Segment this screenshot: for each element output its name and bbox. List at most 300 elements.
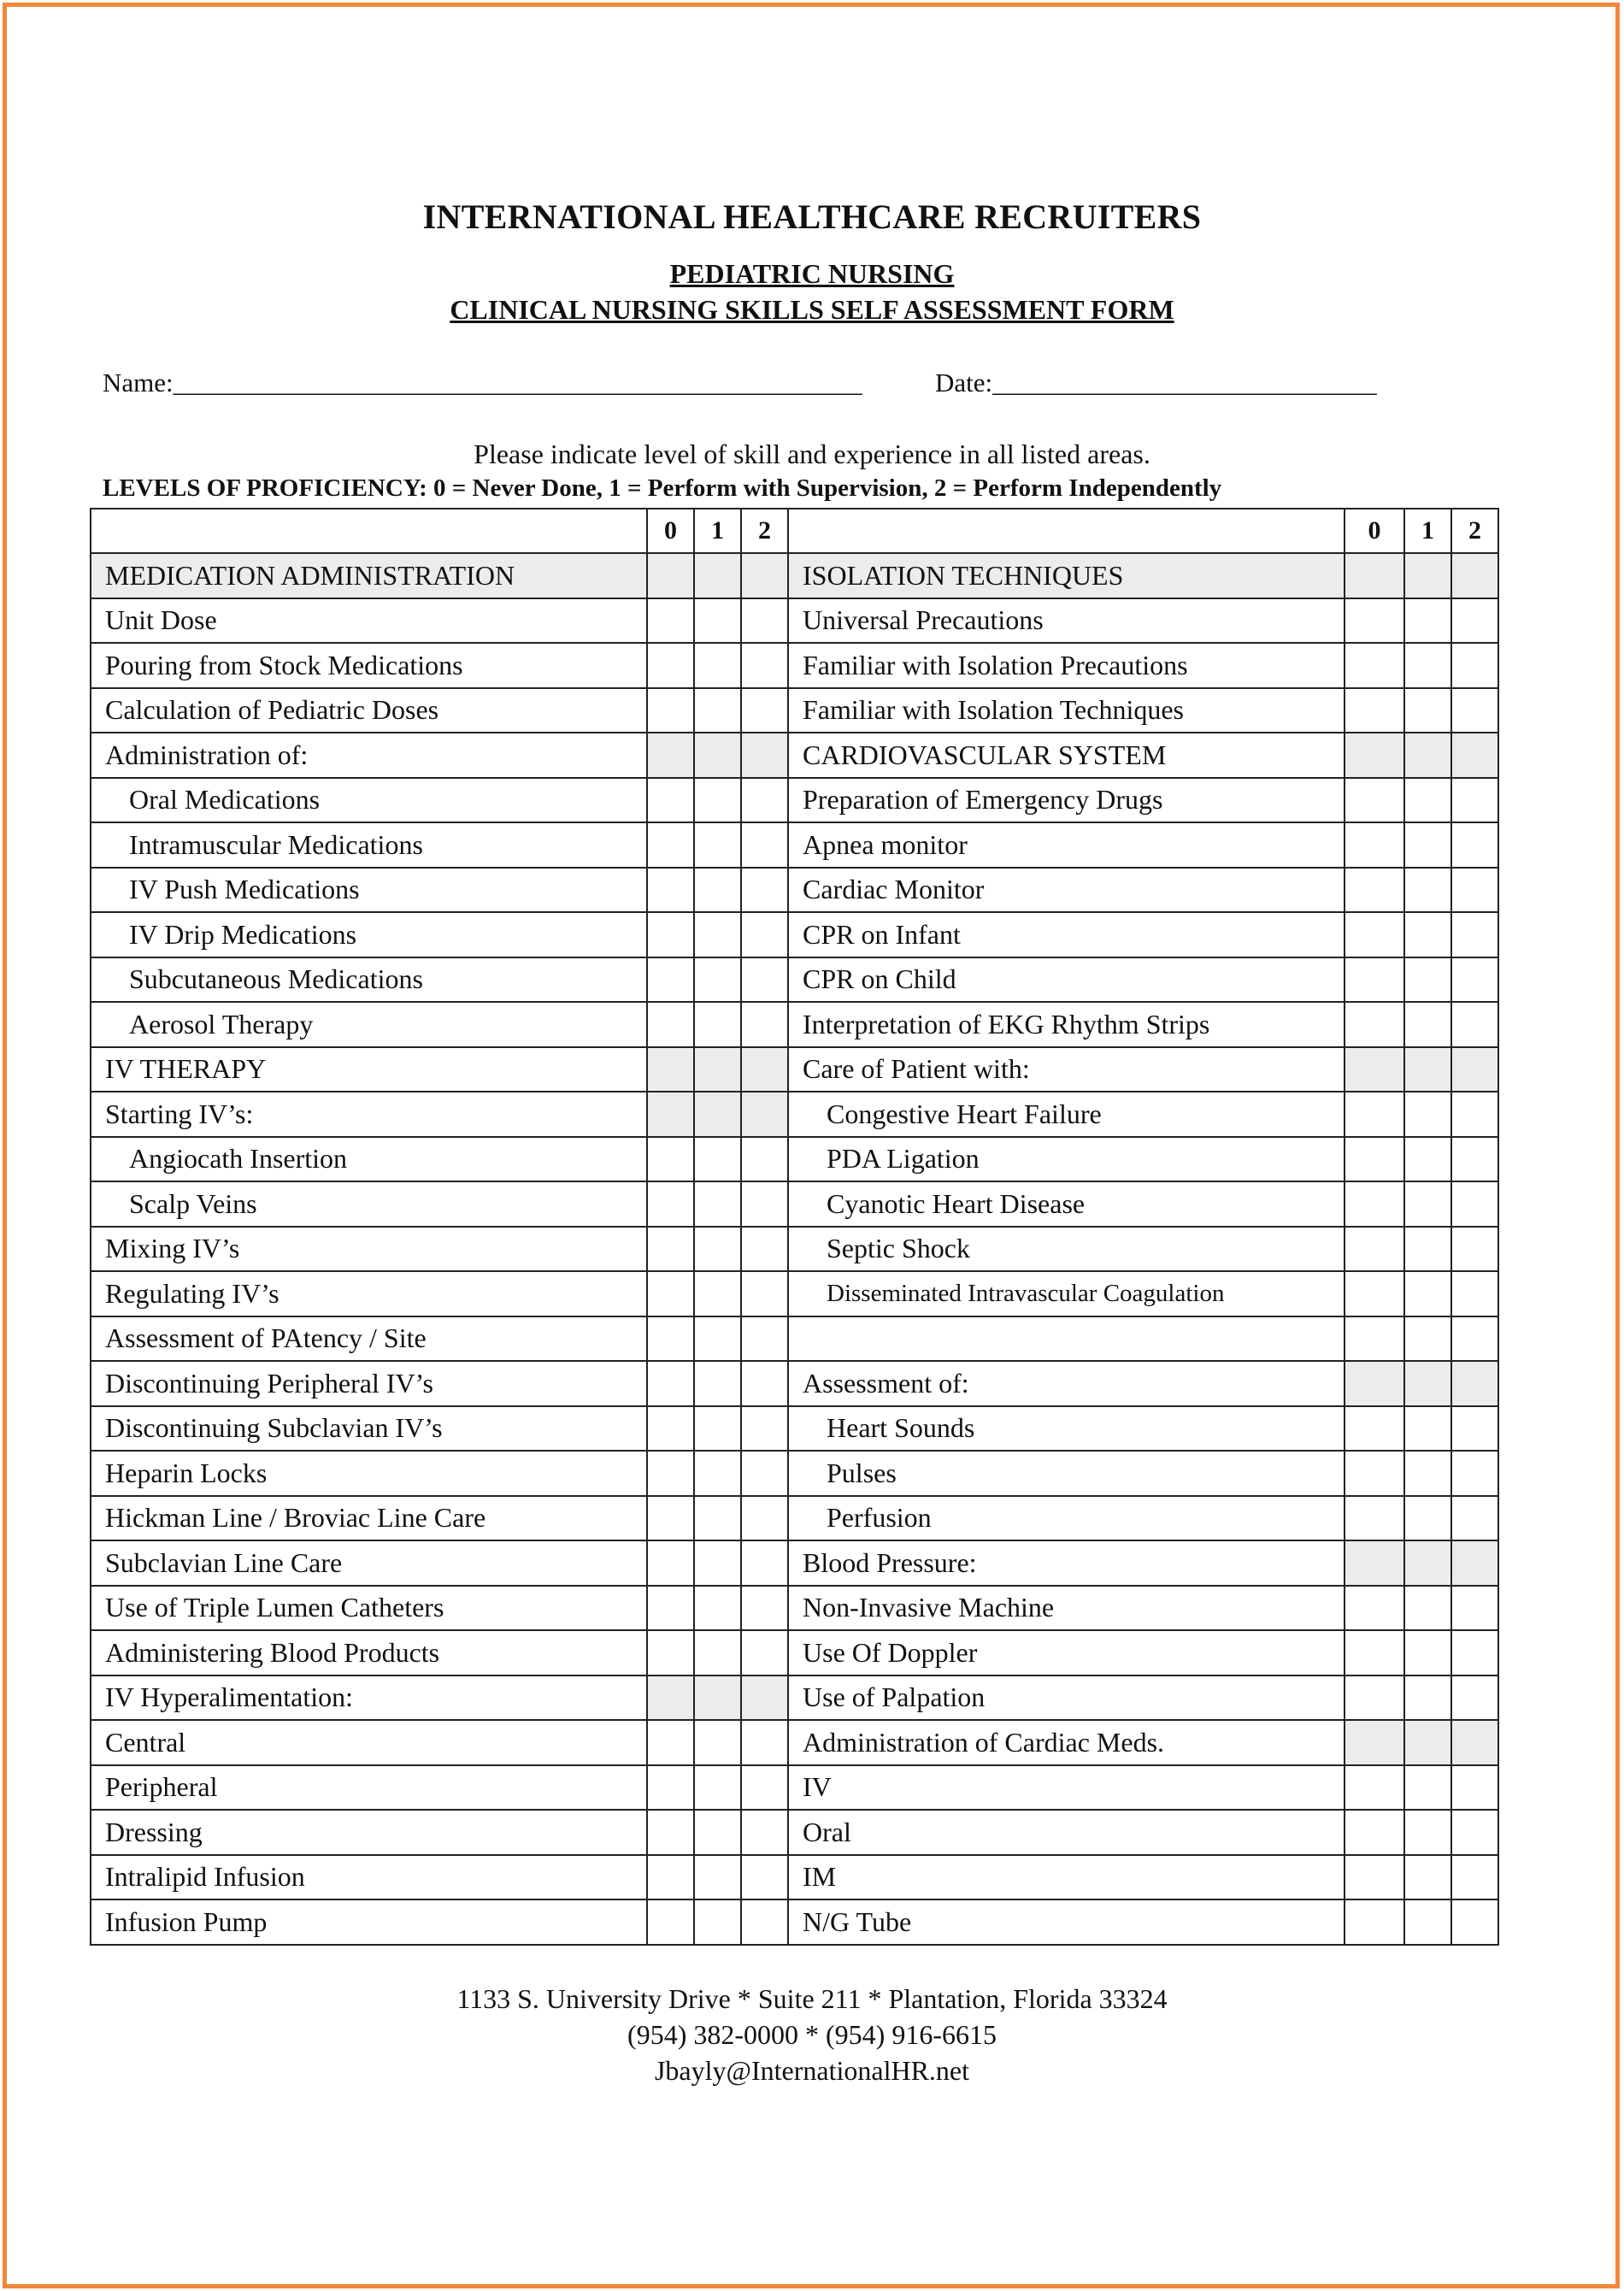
right-skill-label: Cyanotic Heart Disease (788, 1181, 1345, 1227)
right-level-1-checkbox (1404, 1047, 1451, 1092)
name-field[interactable]: Name:____________________________________________________ (103, 368, 862, 398)
right-level-1-checkbox[interactable] (1404, 1810, 1451, 1855)
right-skill-label: Cardiac Monitor (788, 868, 1345, 913)
table-row (91, 1271, 1498, 1316)
right-level-1-checkbox[interactable] (1404, 822, 1451, 868)
right-skill-label: CPR on Child (788, 957, 1345, 1003)
table-row (91, 912, 1498, 957)
table-row (91, 1765, 1498, 1811)
table-row (91, 1092, 1498, 1137)
right-skill-label: CARDIOVASCULAR SYSTEM (788, 733, 1345, 778)
left-level-0-checkbox[interactable] (647, 1137, 694, 1182)
right-level-1-checkbox[interactable] (1404, 1676, 1451, 1721)
right-skill-label: Preparation of Emergency Drugs (788, 778, 1345, 823)
table-row (91, 643, 1498, 688)
right-level-2-checkbox (1451, 553, 1498, 598)
table-row (91, 1361, 1498, 1406)
left-level-1-checkbox[interactable] (694, 1720, 741, 1765)
right-skill-label: Care of Patient with: (788, 1047, 1345, 1092)
left-skill-label: Use of Triple Lumen Catheters (91, 1586, 647, 1631)
left-level-1-checkbox (694, 733, 741, 778)
left-level-0-checkbox[interactable] (647, 1227, 694, 1272)
left-level-1-checkbox[interactable] (694, 1540, 741, 1586)
left-level-0-checkbox[interactable] (647, 1316, 694, 1362)
left-level-1-checkbox[interactable] (694, 1137, 741, 1182)
right-level-0-checkbox[interactable] (1345, 822, 1404, 868)
date-field[interactable]: Date:_____________________________ (935, 368, 1377, 398)
left-level-2-checkbox[interactable] (741, 1137, 788, 1182)
left-level-2-checkbox[interactable] (741, 1271, 788, 1316)
right-level-0-checkbox[interactable] (1345, 1002, 1404, 1047)
right-skill-label: Assessment of: (788, 1361, 1345, 1406)
table-row (91, 1899, 1498, 1945)
right-skill-label: Oral (788, 1810, 1345, 1855)
right-level-0-checkbox[interactable] (1345, 1630, 1404, 1676)
left-level-2-checkbox[interactable] (741, 1586, 788, 1631)
footer-phone: (954) 382-0000 * (954) 916-6615 (627, 2019, 997, 2050)
right-level-2-checkbox[interactable] (1451, 1451, 1498, 1496)
right-level-0-checkbox[interactable] (1345, 912, 1404, 957)
left-level-2-checkbox[interactable] (741, 1855, 788, 1900)
table-row (91, 1406, 1498, 1452)
right-level-1-checkbox[interactable] (1404, 1271, 1451, 1316)
right-skill-label: N/G Tube (788, 1899, 1345, 1945)
left-level-1-checkbox[interactable] (694, 643, 741, 688)
left-level-2-checkbox[interactable] (741, 1181, 788, 1227)
left-level-1-checkbox[interactable] (694, 1406, 741, 1452)
left-skill-label: IV Drip Medications (91, 912, 647, 957)
right-skill-label: Septic Shock (788, 1227, 1345, 1272)
left-level-2-checkbox[interactable] (741, 1496, 788, 1541)
left-level-1-checkbox (694, 1676, 741, 1721)
left-level-1-checkbox[interactable] (694, 957, 741, 1003)
left-skill-label: Heparin Locks (91, 1451, 647, 1496)
left-level-2-checkbox[interactable] (741, 688, 788, 733)
right-level-0-checkbox[interactable] (1345, 1899, 1404, 1945)
right-level-2-checkbox[interactable] (1451, 1765, 1498, 1811)
left-level-1-checkbox[interactable] (694, 822, 741, 868)
right-level-2-checkbox[interactable] (1451, 1181, 1498, 1227)
left-level-0-checkbox[interactable] (647, 868, 694, 913)
table-row (91, 1451, 1498, 1496)
right-level-1-checkbox (1404, 1540, 1451, 1586)
table-row (91, 1676, 1498, 1721)
right-level-1-checkbox (1404, 1361, 1451, 1406)
left-skill-label: Pouring from Stock Medications (91, 643, 647, 688)
right-level-1-checkbox (1404, 1720, 1451, 1765)
right-skill-label: Familiar with Isolation Techniques (788, 688, 1345, 733)
left-level-1-checkbox[interactable] (694, 1630, 741, 1676)
right-level-2-checkbox[interactable] (1451, 778, 1498, 823)
left-level-2-checkbox[interactable] (741, 912, 788, 957)
right-level-0-checkbox[interactable] (1345, 1181, 1404, 1227)
left-level-0-checkbox[interactable] (647, 912, 694, 957)
right-level-1-checkbox[interactable] (1404, 912, 1451, 957)
right-level-0-checkbox (1345, 1720, 1404, 1765)
left-level-1-checkbox[interactable] (694, 1586, 741, 1631)
right-level-0-checkbox[interactable] (1345, 1855, 1404, 1900)
left-skill-label: Intramuscular Medications (91, 822, 647, 868)
header-right-blank (788, 509, 1345, 553)
header-level-2-right: 2 (1451, 509, 1498, 553)
left-level-2-checkbox[interactable] (741, 643, 788, 688)
right-level-0-checkbox[interactable] (1345, 778, 1404, 823)
right-level-2-checkbox[interactable] (1451, 1137, 1498, 1182)
left-level-0-checkbox[interactable] (647, 598, 694, 644)
right-level-2-checkbox[interactable] (1451, 1810, 1498, 1855)
left-skill-label: Calculation of Pediatric Doses (91, 688, 647, 733)
right-level-1-checkbox[interactable] (1404, 1586, 1451, 1631)
table-row (91, 1720, 1498, 1765)
right-skill-label: IM (788, 1855, 1345, 1900)
header-level-1-right: 1 (1404, 509, 1451, 553)
right-level-0-checkbox[interactable] (1345, 1406, 1404, 1452)
right-level-0-checkbox (1345, 1540, 1404, 1586)
left-level-0-checkbox[interactable] (647, 1181, 694, 1227)
left-level-0-checkbox[interactable] (647, 1586, 694, 1631)
right-level-2-checkbox[interactable] (1451, 643, 1498, 688)
table-header-row (91, 509, 1498, 553)
left-level-2-checkbox (741, 1676, 788, 1721)
right-level-1-checkbox (1404, 733, 1451, 778)
right-level-0-checkbox[interactable] (1345, 1676, 1404, 1721)
right-level-2-checkbox (1451, 1720, 1498, 1765)
right-skill-label: PDA Ligation (788, 1137, 1345, 1182)
right-level-1-checkbox[interactable] (1404, 1765, 1451, 1811)
right-level-1-checkbox[interactable] (1404, 1451, 1451, 1496)
left-level-2-checkbox[interactable] (741, 1227, 788, 1272)
left-level-0-checkbox[interactable] (647, 957, 694, 1003)
left-level-2-checkbox[interactable] (741, 1899, 788, 1945)
right-level-2-checkbox[interactable] (1451, 688, 1498, 733)
skills-table (90, 508, 1499, 1946)
right-level-1-checkbox (1404, 553, 1451, 598)
left-level-0-checkbox[interactable] (647, 778, 694, 823)
right-level-0-checkbox[interactable] (1345, 1316, 1404, 1362)
left-level-0-checkbox[interactable] (647, 1361, 694, 1406)
header-level-2-left: 2 (741, 509, 788, 553)
right-level-2-checkbox[interactable] (1451, 1316, 1498, 1362)
left-level-2-checkbox (741, 1047, 788, 1092)
right-level-2-checkbox[interactable] (1451, 822, 1498, 868)
left-level-1-checkbox (694, 1092, 741, 1137)
table-row (91, 1496, 1498, 1541)
right-level-1-checkbox[interactable] (1404, 1002, 1451, 1047)
right-level-0-checkbox (1345, 553, 1404, 598)
right-level-2-checkbox[interactable] (1451, 1227, 1498, 1272)
left-skill-label: Regulating IV’s (91, 1271, 647, 1316)
left-level-0-checkbox (647, 1047, 694, 1092)
left-skill-label: Starting IV’s: (91, 1092, 647, 1137)
right-skill-label: IV (788, 1765, 1345, 1811)
right-skill-label: Universal Precautions (788, 598, 1345, 644)
right-level-1-checkbox[interactable] (1404, 1092, 1451, 1137)
left-skill-label: Scalp Veins (91, 1181, 647, 1227)
right-level-0-checkbox[interactable] (1345, 688, 1404, 733)
table-row (91, 1002, 1498, 1047)
table-row (91, 1137, 1498, 1182)
left-level-1-checkbox (694, 553, 741, 598)
left-level-2-checkbox[interactable] (741, 868, 788, 913)
right-level-2-checkbox[interactable] (1451, 1630, 1498, 1676)
right-level-2-checkbox[interactable] (1451, 1496, 1498, 1541)
left-skill-label: Dressing (91, 1810, 647, 1855)
left-level-2-checkbox[interactable] (741, 598, 788, 644)
right-level-2-checkbox (1451, 1047, 1498, 1092)
table-row (91, 1227, 1498, 1272)
left-level-0-checkbox (647, 1676, 694, 1721)
right-level-1-checkbox[interactable] (1404, 1855, 1451, 1900)
left-level-1-checkbox[interactable] (694, 598, 741, 644)
right-level-0-checkbox[interactable] (1345, 957, 1404, 1003)
left-level-1-checkbox[interactable] (694, 1227, 741, 1272)
left-level-2-checkbox (741, 733, 788, 778)
table-row (91, 553, 1498, 598)
table-row (91, 1316, 1498, 1362)
left-level-2-checkbox[interactable] (741, 1720, 788, 1765)
right-level-1-checkbox[interactable] (1404, 1227, 1451, 1272)
table-row (91, 733, 1498, 778)
right-level-1-checkbox[interactable] (1404, 1496, 1451, 1541)
instruction-text: Please indicate level of skill and experience in all listed areas. (474, 439, 1150, 469)
left-level-0-checkbox[interactable] (647, 1810, 694, 1855)
right-skill-label: Pulses (788, 1451, 1345, 1496)
right-level-1-checkbox[interactable] (1404, 778, 1451, 823)
left-level-2-checkbox[interactable] (741, 778, 788, 823)
right-level-0-checkbox[interactable] (1345, 598, 1404, 644)
left-level-0-checkbox[interactable] (647, 643, 694, 688)
right-level-2-checkbox (1451, 733, 1498, 778)
left-level-1-checkbox[interactable] (694, 912, 741, 957)
right-level-2-checkbox[interactable] (1451, 1271, 1498, 1316)
left-skill-label: Angiocath Insertion (91, 1137, 647, 1182)
left-level-1-checkbox (694, 1047, 741, 1092)
left-level-0-checkbox (647, 1092, 694, 1137)
organization-title: INTERNATIONAL HEALTHCARE RECRUITERS (422, 197, 1202, 236)
left-level-0-checkbox[interactable] (647, 1630, 694, 1676)
left-skill-label: Assessment of PAtency / Site (91, 1316, 647, 1362)
skills-table-body (91, 553, 1498, 1945)
left-skill-label: Central (91, 1720, 647, 1765)
right-skill-label: Interpretation of EKG Rhythm Strips (788, 1002, 1345, 1047)
table-row (91, 1810, 1498, 1855)
left-level-0-checkbox[interactable] (647, 1765, 694, 1811)
left-level-1-checkbox[interactable] (694, 1316, 741, 1362)
left-level-1-checkbox[interactable] (694, 688, 741, 733)
right-level-2-checkbox[interactable] (1451, 957, 1498, 1003)
table-row (91, 1047, 1498, 1092)
right-skill-label: Disseminated Intravascular Coagulation (788, 1271, 1345, 1316)
header-left-blank (91, 509, 647, 553)
left-skill-label: Administering Blood Products (91, 1630, 647, 1676)
table-row (91, 822, 1498, 868)
right-level-0-checkbox[interactable] (1345, 1451, 1404, 1496)
left-level-1-checkbox[interactable] (694, 1496, 741, 1541)
left-skill-label: Infusion Pump (91, 1899, 647, 1945)
left-skill-label: Subcutaneous Medications (91, 957, 647, 1003)
left-skill-label: Discontinuing Peripheral IV’s (91, 1361, 647, 1406)
left-level-0-checkbox[interactable] (647, 1496, 694, 1541)
left-skill-label: Subclavian Line Care (91, 1540, 647, 1586)
left-skill-label: IV Hyperalimentation: (91, 1676, 647, 1721)
table-row (91, 868, 1498, 913)
left-skill-label: MEDICATION ADMINISTRATION (91, 553, 647, 598)
right-level-0-checkbox (1345, 1361, 1404, 1406)
right-skill-label (788, 1316, 1345, 1362)
left-level-2-checkbox (741, 553, 788, 598)
right-level-0-checkbox[interactable] (1345, 1586, 1404, 1631)
left-level-1-checkbox[interactable] (694, 868, 741, 913)
left-level-1-checkbox[interactable] (694, 1810, 741, 1855)
table-row (91, 1855, 1498, 1900)
right-level-2-checkbox[interactable] (1451, 598, 1498, 644)
left-level-1-checkbox[interactable] (694, 1855, 741, 1900)
left-skill-label: Peripheral (91, 1765, 647, 1811)
left-level-1-checkbox[interactable] (694, 1451, 741, 1496)
right-level-1-checkbox[interactable] (1404, 598, 1451, 644)
left-level-0-checkbox[interactable] (647, 1720, 694, 1765)
right-level-0-checkbox[interactable] (1345, 1092, 1404, 1137)
right-level-1-checkbox[interactable] (1404, 1137, 1451, 1182)
left-level-0-checkbox[interactable] (647, 822, 694, 868)
table-row (91, 1630, 1498, 1676)
right-level-0-checkbox[interactable] (1345, 1765, 1404, 1811)
left-level-0-checkbox[interactable] (647, 1451, 694, 1496)
right-skill-label: Congestive Heart Failure (788, 1092, 1345, 1137)
left-level-1-checkbox[interactable] (694, 1002, 741, 1047)
left-level-2-checkbox (741, 1092, 788, 1137)
right-level-2-checkbox[interactable] (1451, 912, 1498, 957)
right-level-2-checkbox[interactable] (1451, 1586, 1498, 1631)
table-row (91, 688, 1498, 733)
right-level-0-checkbox[interactable] (1345, 1496, 1404, 1541)
right-level-2-checkbox[interactable] (1451, 1406, 1498, 1452)
right-level-0-checkbox (1345, 1047, 1404, 1092)
left-level-0-checkbox (647, 733, 694, 778)
footer-email: Jbayly@InternationalHR.net (654, 2055, 970, 2086)
right-skill-label: Use Of Doppler (788, 1630, 1345, 1676)
left-level-1-checkbox[interactable] (694, 1181, 741, 1227)
left-level-1-checkbox[interactable] (694, 1361, 741, 1406)
right-skill-label: Perfusion (788, 1496, 1345, 1541)
left-skill-label: Intralipid Infusion (91, 1855, 647, 1900)
left-level-2-checkbox[interactable] (741, 1406, 788, 1452)
left-level-2-checkbox[interactable] (741, 1361, 788, 1406)
table-row (91, 598, 1498, 644)
right-level-0-checkbox[interactable] (1345, 643, 1404, 688)
right-level-1-checkbox[interactable] (1404, 1406, 1451, 1452)
left-level-1-checkbox[interactable] (694, 1765, 741, 1811)
right-skill-label: Familiar with Isolation Precautions (788, 643, 1345, 688)
table-row (91, 778, 1498, 823)
table-row (91, 957, 1498, 1003)
left-skill-label: IV THERAPY (91, 1047, 647, 1092)
left-skill-label: Administration of: (91, 733, 647, 778)
right-skill-label: Use of Palpation (788, 1676, 1345, 1721)
left-level-0-checkbox (647, 553, 694, 598)
right-level-2-checkbox[interactable] (1451, 1002, 1498, 1047)
left-level-2-checkbox[interactable] (741, 1765, 788, 1811)
left-level-0-checkbox[interactable] (647, 1271, 694, 1316)
right-level-0-checkbox[interactable] (1345, 868, 1404, 913)
footer-address: 1133 S. University Drive * Suite 211 * Plantation, Florida 33324 (456, 1983, 1168, 2014)
right-level-1-checkbox[interactable] (1404, 1181, 1451, 1227)
table-row (91, 1586, 1498, 1631)
left-level-1-checkbox[interactable] (694, 778, 741, 823)
right-skill-label: ISOLATION TECHNIQUES (788, 553, 1345, 598)
table-row (91, 1540, 1498, 1586)
left-level-1-checkbox[interactable] (694, 1271, 741, 1316)
left-level-2-checkbox[interactable] (741, 1002, 788, 1047)
form-subtitle-assessment: CLINICAL NURSING SKILLS SELF ASSESSMENT FORM (450, 294, 1174, 325)
left-level-2-checkbox[interactable] (741, 1316, 788, 1362)
left-level-0-checkbox[interactable] (647, 688, 694, 733)
right-skill-label: Apnea monitor (788, 822, 1345, 868)
left-skill-label: Discontinuing Subclavian IV’s (91, 1406, 647, 1452)
left-level-0-checkbox[interactable] (647, 1540, 694, 1586)
left-level-2-checkbox[interactable] (741, 1540, 788, 1586)
right-skill-label: Blood Pressure: (788, 1540, 1345, 1586)
right-level-1-checkbox[interactable] (1404, 643, 1451, 688)
left-level-0-checkbox[interactable] (647, 1855, 694, 1900)
right-level-0-checkbox[interactable] (1345, 1227, 1404, 1272)
right-level-1-checkbox[interactable] (1404, 868, 1451, 913)
header-level-0-right: 0 (1345, 509, 1404, 553)
left-level-2-checkbox[interactable] (741, 1810, 788, 1855)
left-level-2-checkbox[interactable] (741, 822, 788, 868)
left-skill-label: Aerosol Therapy (91, 1002, 647, 1047)
right-skill-label: CPR on Infant (788, 912, 1345, 957)
left-level-2-checkbox[interactable] (741, 1630, 788, 1676)
right-level-1-checkbox[interactable] (1404, 688, 1451, 733)
right-level-2-checkbox (1451, 1540, 1498, 1586)
left-skill-label: Hickman Line / Broviac Line Care (91, 1496, 647, 1541)
left-skill-label: Oral Medications (91, 778, 647, 823)
right-level-1-checkbox[interactable] (1404, 1899, 1451, 1945)
right-level-0-checkbox (1345, 733, 1404, 778)
left-skill-label: Mixing IV’s (91, 1227, 647, 1272)
right-level-2-checkbox[interactable] (1451, 1855, 1498, 1900)
header-level-1-left: 1 (694, 509, 741, 553)
form-subtitle-pediatric: PEDIATRIC NURSING (669, 258, 955, 289)
right-level-2-checkbox[interactable] (1451, 1899, 1498, 1945)
left-skill-label: IV Push Medications (91, 868, 647, 913)
left-level-0-checkbox[interactable] (647, 1899, 694, 1945)
right-level-2-checkbox[interactable] (1451, 1676, 1498, 1721)
right-skill-label: Heart Sounds (788, 1406, 1345, 1452)
right-level-0-checkbox[interactable] (1345, 1271, 1404, 1316)
right-level-2-checkbox[interactable] (1451, 868, 1498, 913)
left-level-0-checkbox[interactable] (647, 1406, 694, 1452)
left-level-1-checkbox[interactable] (694, 1899, 741, 1945)
right-level-1-checkbox[interactable] (1404, 1630, 1451, 1676)
proficiency-legend: LEVELS OF PROFICIENCY: 0 = Never Done, 1 = Perform with Supervision, 2 = Perform Independently (103, 474, 1222, 502)
table-row (91, 1181, 1498, 1227)
right-level-2-checkbox (1451, 1361, 1498, 1406)
header-level-0-left: 0 (647, 509, 694, 553)
right-level-2-checkbox[interactable] (1451, 1092, 1498, 1137)
right-level-1-checkbox[interactable] (1404, 957, 1451, 1003)
left-level-0-checkbox[interactable] (647, 1002, 694, 1047)
right-level-0-checkbox[interactable] (1345, 1137, 1404, 1182)
left-skill-label: Unit Dose (91, 598, 647, 644)
right-level-0-checkbox[interactable] (1345, 1810, 1404, 1855)
left-level-2-checkbox[interactable] (741, 1451, 788, 1496)
right-level-1-checkbox[interactable] (1404, 1316, 1451, 1362)
left-level-2-checkbox[interactable] (741, 957, 788, 1003)
right-skill-label: Non-Invasive Machine (788, 1586, 1345, 1631)
right-skill-label: Administration of Cardiac Meds. (788, 1720, 1345, 1765)
